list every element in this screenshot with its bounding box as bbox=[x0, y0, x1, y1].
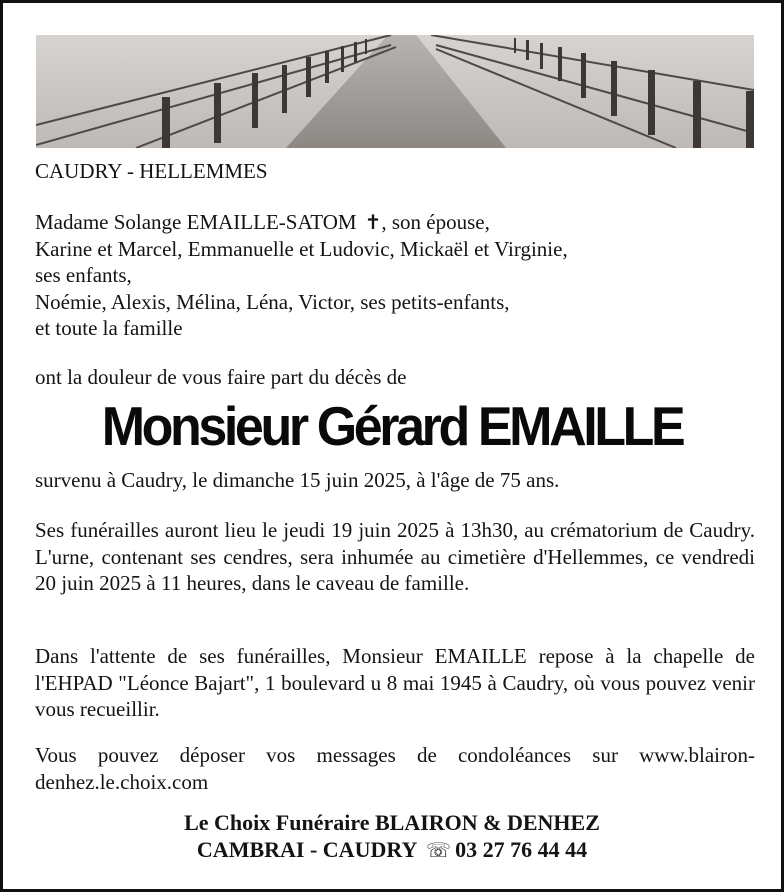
messages-paragraph: Vous pouvez déposer vos messages de condoléances sur www.blairon-denhez.le.choix.com bbox=[35, 743, 755, 794]
funeral-paragraph: Ses funérailles auront lieu le jeudi 19 juin 2025 à 13h30, au crématorium de Caudry. L'urne, contenant ses cendres, sera inhumée au cimetière d'Hellemmes, ce vendredi 20 juin 2025 à 11 heures, dans le caveau de famille. bbox=[35, 518, 755, 595]
location-heading: CAUDRY - HELLEMMES bbox=[35, 159, 268, 183]
funeral-home-footer bbox=[3, 809, 781, 864]
family-line-children-label: ses enfants, bbox=[35, 263, 132, 287]
family-line-grandchildren: Noémie, Alexis, Mélina, Léna, Victor, ses petits-enfants, bbox=[35, 289, 510, 314]
family-line-all-family: et toute la famille bbox=[35, 316, 183, 340]
death-details: survenu à Caudry, le dimanche 15 juin 2025, à l'âge de 75 ans. bbox=[35, 468, 560, 492]
phone-icon: ☏ bbox=[426, 838, 452, 862]
deceased-name: Monsieur Gérard EMAILLE bbox=[101, 396, 683, 458]
funeral-home-name: Le Choix Funéraire BLAIRON & DENHEZ bbox=[184, 810, 600, 835]
family-line-children: Karine et Marcel, Emmanuelle et Ludovic, Mickaël et Virginie, bbox=[35, 236, 568, 261]
cross-icon: ✝ bbox=[364, 210, 382, 234]
spouse-name: Madame Solange EMAILLE-SATOM bbox=[35, 210, 357, 234]
announcement-text: ont la douleur de vous faire part du décès de bbox=[35, 365, 407, 389]
funeral-home-contact bbox=[3, 836, 781, 864]
funeral-home-cities: CAMBRAI - CAUDRY bbox=[196, 837, 417, 862]
spouse-relation: , son épouse, bbox=[381, 210, 490, 234]
family-list bbox=[35, 209, 755, 342]
phone-number: 03 27 76 44 44 bbox=[455, 837, 588, 862]
family-line-spouse bbox=[35, 209, 755, 236]
header-photo-bridge bbox=[36, 35, 754, 148]
rest-paragraph: Dans l'attente de ses funérailles, Monsieur EMAILLE repose à la chapelle de l'EHPAD "Léonce Bajart", 1 boulevard u 8 mai 1945 à Caudry, où vous pouvez venir vous recueillir. bbox=[35, 644, 755, 721]
